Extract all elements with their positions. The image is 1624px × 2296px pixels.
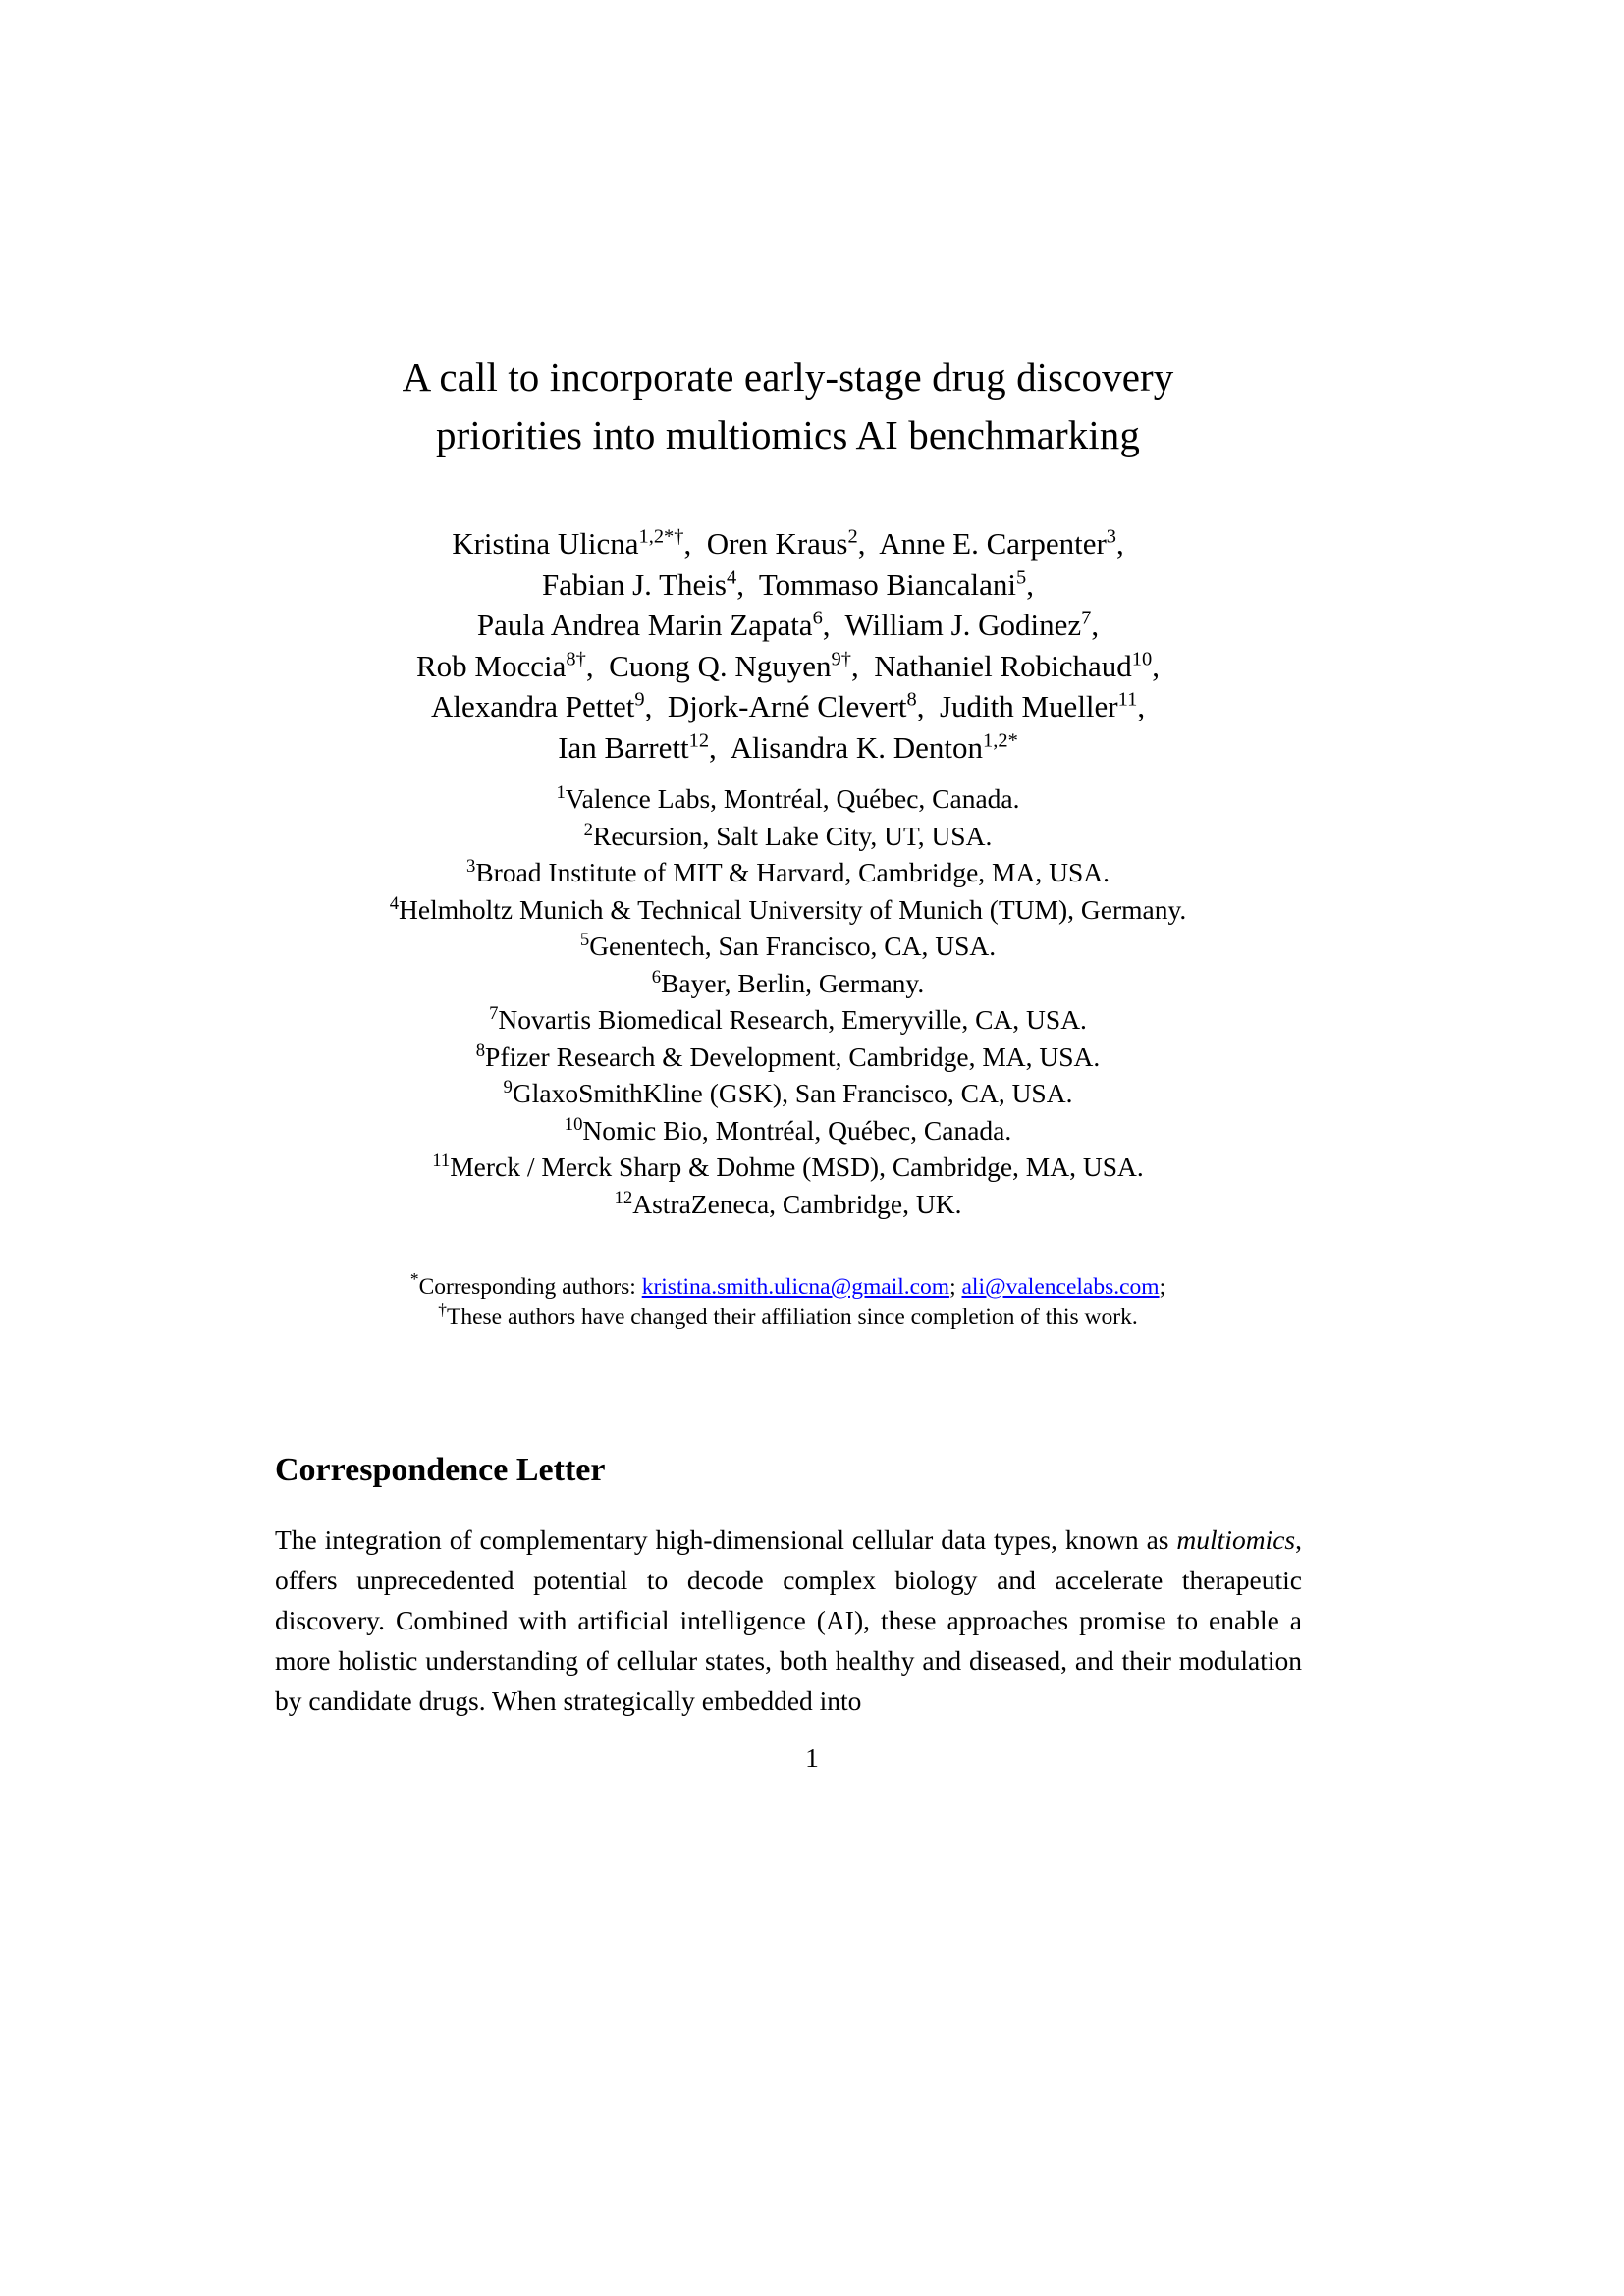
email-terminator: ; (1159, 1274, 1166, 1300)
corresponding-authors-note (236, 1272, 1340, 1303)
affiliation-text: Helmholtz Munich & Technical University of Munich (TUM), Germany. (399, 893, 1187, 925)
affiliation-marker: 2 (583, 819, 593, 840)
affiliation-marker: 8 (475, 1040, 486, 1061)
affiliation-item (216, 891, 1360, 929)
email-link-secondary[interactable]: ali@valencelabs.com (961, 1274, 1160, 1300)
title-line-2: priorities into multiomics AI benchmarking (435, 412, 1141, 457)
affiliation-change-text: These authors have changed their affiliation since completion of this work. (446, 1305, 1138, 1330)
author-line: Kristina Ulicna$^{1,2*\dagger}$, Oren Kraus$^2$, Anne E. Carpenter$^3$, (452, 525, 1124, 561)
asterisk-marker: * (409, 1270, 419, 1290)
affiliation-text: Bayer, Berlin, Germany. (661, 967, 925, 998)
paper-title (275, 348, 1301, 464)
affiliation-item (216, 1148, 1360, 1186)
affiliation-item (216, 1186, 1360, 1223)
paragraph-text-1: The integration of complementary high-dimensional cellular data types, known as (275, 1524, 1177, 1555)
email-separator: ; (949, 1274, 962, 1300)
affiliation-item (216, 1001, 1360, 1039)
affiliation-text: Recursion, Salt Lake City, UT, USA. (593, 820, 993, 851)
author-list (236, 523, 1340, 768)
affiliation-marker: 4 (389, 892, 400, 914)
affiliation-item (216, 854, 1360, 891)
affiliation-marker: 9 (503, 1076, 513, 1097)
emphasis-multiomics: multiomics (1176, 1524, 1296, 1555)
affiliation-text: Nomic Bio, Montréal, Québec, Canada. (582, 1114, 1012, 1146)
author-line: Fabian J. Theis$^4$, Tommaso Biancalani$^5$, (542, 566, 1034, 602)
section-heading: Correspondence Letter (275, 1452, 606, 1488)
dagger-marker: † (438, 1301, 447, 1320)
affiliation-marker: 10 (564, 1113, 583, 1135)
author-line: Alexandra Pettet$^9$, Djork-Arné Clevert$^8$, Judith Mueller$^{11}$, (430, 688, 1146, 723)
affiliation-item (216, 1075, 1360, 1112)
affiliation-text: Pfizer Research & Development, Cambridge, MA, USA. (485, 1041, 1101, 1072)
affiliation-marker: 6 (651, 966, 662, 988)
affiliation-marker: 12 (614, 1187, 633, 1208)
affiliation-item (216, 780, 1360, 818)
affiliation-marker: 7 (489, 1002, 499, 1024)
email-link-primary[interactable]: kristina.smith.ulicna@gmail.com (641, 1274, 950, 1300)
title-line-1: A call to incorporate early-stage drug discovery (402, 354, 1174, 400)
affiliation-text: GlaxoSmithKline (GSK), San Francisco, CA, USA. (512, 1078, 1073, 1108)
author-line: Paula Andrea Marin Zapata$^6$, William J. Godinez$^7$, (476, 607, 1100, 642)
affiliation-item (216, 818, 1360, 855)
affiliation-marker: 1 (556, 781, 566, 803)
affiliation-change-note (236, 1303, 1340, 1333)
affiliation-item (216, 928, 1360, 965)
author-line: Ian Barrett$^{12}$, Alisandra K. Denton$^{1,2*}$ (558, 729, 1018, 765)
affiliation-item (216, 965, 1360, 1002)
affiliation-item (216, 1039, 1360, 1076)
footnotes (236, 1272, 1340, 1333)
affiliation-marker: 3 (466, 855, 476, 877)
paragraph (275, 1520, 1302, 1721)
corresponding-label: Corresponding authors: (418, 1274, 642, 1300)
affiliation-item (216, 1112, 1360, 1149)
author-line: Rob Moccia$^{8\dagger}$, Cuong Q. Nguyen$^{9\dagger}$, Nathaniel Robichaud$^{10}$, (416, 648, 1160, 683)
affiliation-marker: 5 (579, 929, 590, 950)
paragraph-text-2: , offers unprecedented potential to decode complex biology and accelerate therapeutic discovery. Combined with artificial intelligence (AI), these approaches promise to enable a more holistic understanding of cellular states, both healthy and diseased, and their modulation by candidate drugs. When strategically embedded into (275, 1524, 1302, 1716)
page-number: 1 (805, 1742, 819, 1773)
affiliation-text: Merck / Merck Sharp & Dohme (MSD), Cambridge, MA, USA. (450, 1151, 1144, 1182)
affiliation-text: Broad Institute of MIT & Harvard, Cambridge, MA, USA. (475, 857, 1110, 887)
affiliation-text: Novartis Biomedical Research, Emeryville, CA, USA. (498, 1004, 1087, 1035)
affiliation-list (216, 780, 1360, 1222)
affiliation-marker: 11 (432, 1149, 451, 1171)
affiliation-text: Valence Labs, Montréal, Québec, Canada. (565, 783, 1020, 814)
body-content (275, 1520, 1302, 1721)
affiliation-text: Genentech, San Francisco, CA, USA. (589, 931, 997, 961)
affiliation-text: AstraZeneca, Cambridge, UK. (632, 1188, 962, 1219)
